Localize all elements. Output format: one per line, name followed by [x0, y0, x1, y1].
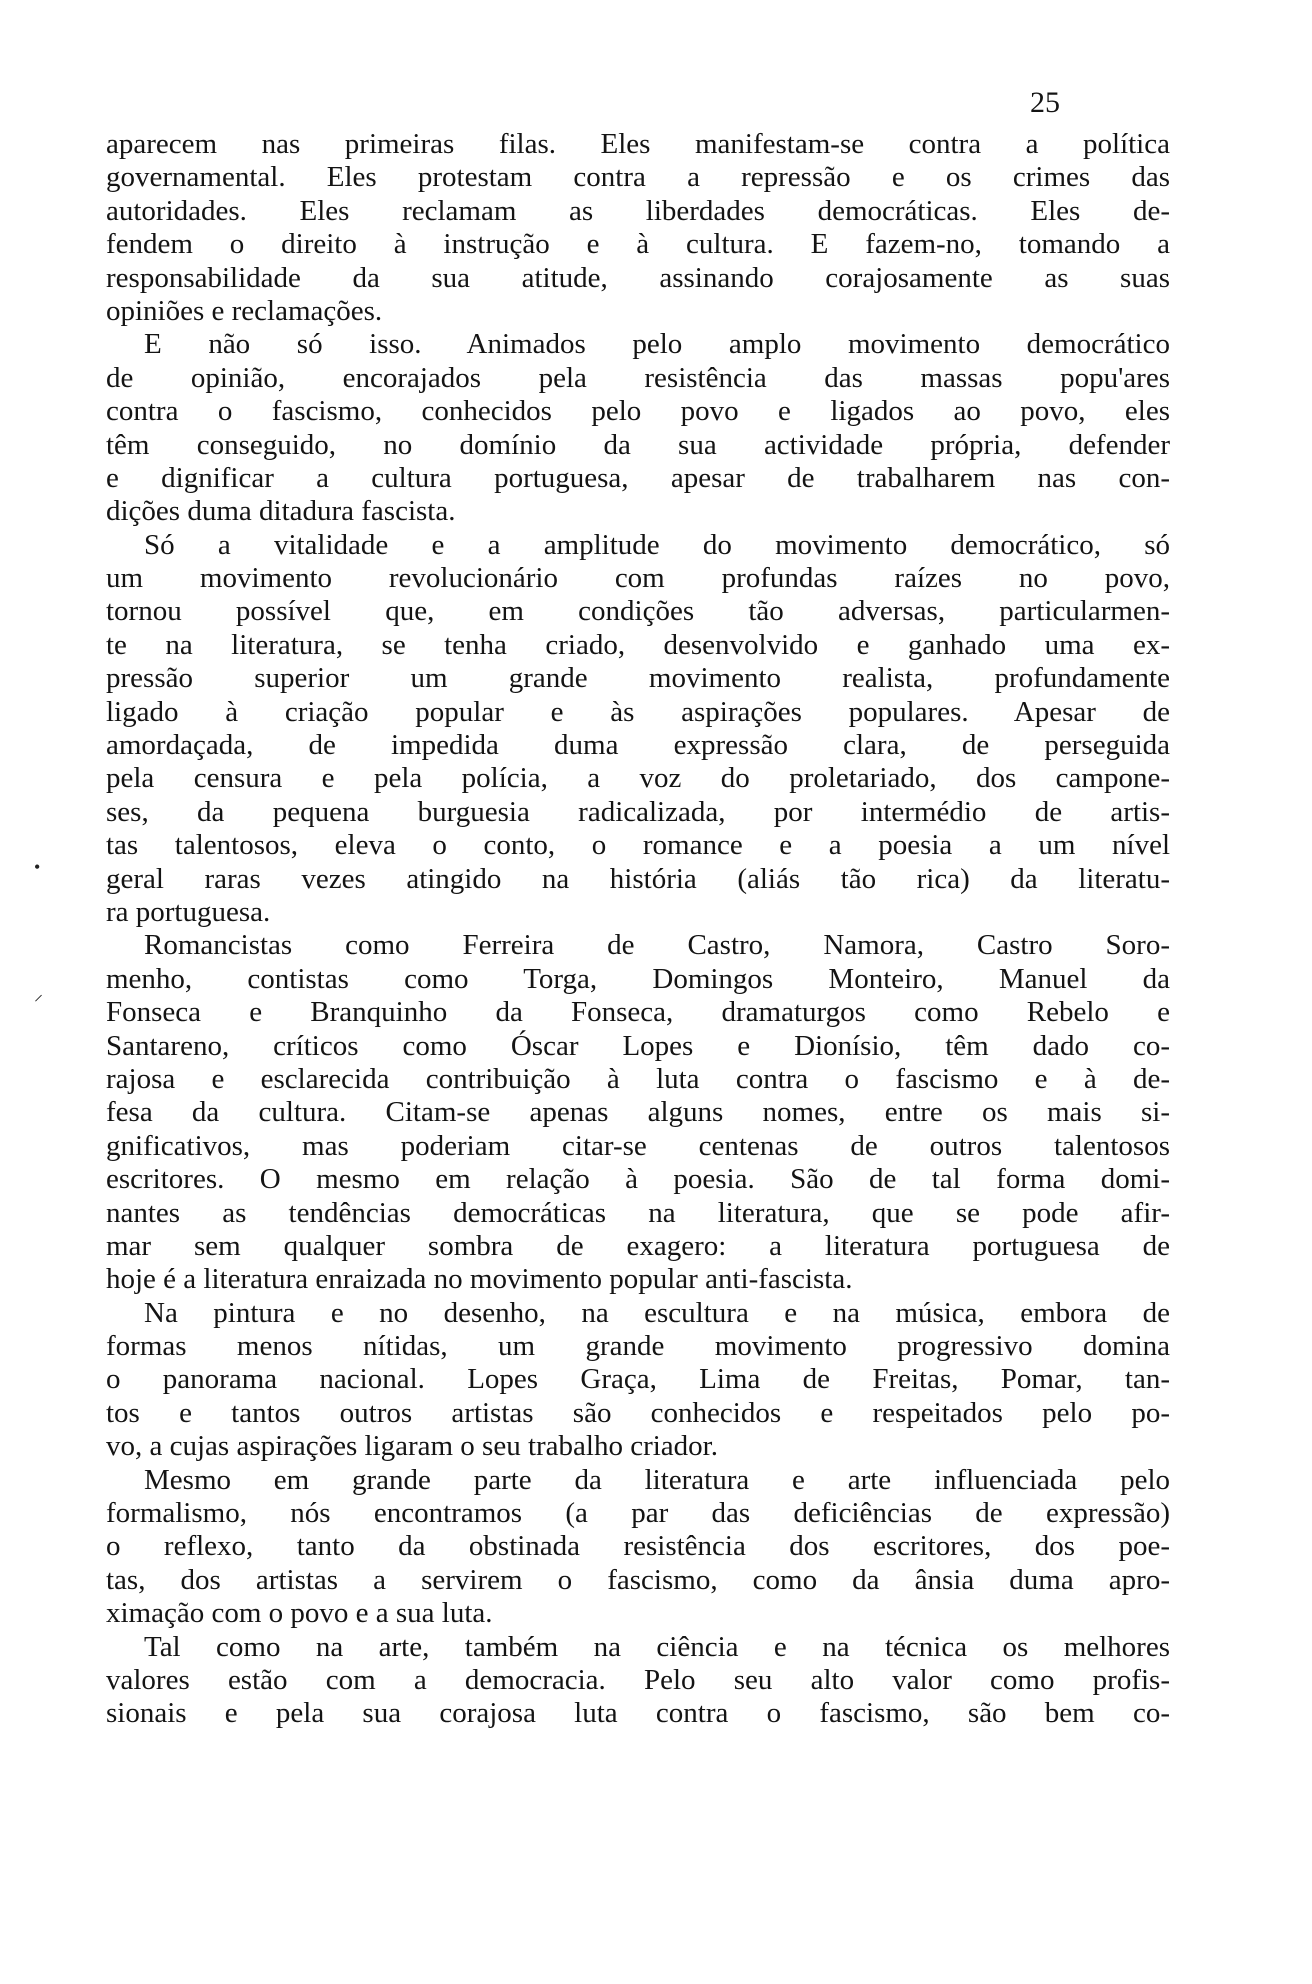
paragraph [106, 1631, 1170, 1731]
text-line: dições duma ditadura fascista. [106, 495, 456, 528]
text-line: geral raras vezes atingido na história (aliás tão rica) da literatu- [106, 862, 1170, 895]
text-line: gnificativos, mas poderiam citar-se centenas de outros talentosos [106, 1129, 1170, 1162]
text-line: fesa da cultura. Citam-se apenas alguns nomes, entre os mais si- [106, 1096, 1170, 1129]
text-line: escritores. O mesmo em relação à poesia. São de tal forma domi- [106, 1163, 1170, 1196]
text-line: tornou possível que, em condições tão adversas, particularmen- [106, 595, 1170, 628]
text-line: Na pintura e no desenho, na escultura e na música, embora de [144, 1296, 1170, 1329]
text-line: formalismo, nós encontramos (a par das deficiências de expressão) [106, 1497, 1170, 1530]
text-line: ximação com o povo e a sua luta. [106, 1597, 493, 1630]
text-line: ligado à criação popular e às aspirações populares. Apesar de [106, 695, 1170, 728]
text-line: nantes as tendências democráticas na literatura, que se pode afir- [106, 1196, 1170, 1229]
text-line: te na literatura, se tenha criado, desenvolvido e ganhado uma ex- [106, 628, 1170, 661]
text-line: Tal como na arte, também na ciência e na técnica os melhores [144, 1630, 1170, 1663]
paragraph [106, 128, 1170, 328]
text-line: tas, dos artistas a servirem o fascismo, como da ânsia duma apro- [106, 1563, 1170, 1596]
text-line: vo, a cujas aspirações ligaram o seu trabalho criador. [106, 1430, 718, 1463]
body-text [106, 128, 1170, 1731]
text-line: e dignificar a cultura portuguesa, apesar de trabalharem nas con- [106, 461, 1170, 494]
text-line: tas talentosos, eleva o conto, o romance e a poesia a um nível [106, 829, 1170, 862]
text-line: valores estão com a democracia. Pelo seu alto valor como profis- [106, 1663, 1170, 1696]
text-line: Mesmo em grande parte da literatura e arte influenciada pelo [144, 1463, 1170, 1496]
text-line: hoje é a literatura enraizada no movimento popular anti-fascista. [106, 1263, 853, 1296]
text-line: mar sem qualquer sombra de exagero: a literatura portuguesa de [106, 1229, 1170, 1262]
paragraph [106, 1297, 1170, 1464]
paragraph [106, 1464, 1170, 1631]
paragraph [106, 529, 1170, 930]
text-line: têm conseguido, no domínio da sua actividade própria, defender [106, 428, 1170, 461]
text-line: aparecem nas primeiras filas. Eles manifestam-se contra a política [106, 128, 1170, 160]
text-line: tos e tantos outros artistas são conhecidos e respeitados pelo po- [106, 1396, 1170, 1429]
text-line: Romancistas como Ferreira de Castro, Namora, Castro Soro- [144, 929, 1170, 962]
text-line: formas menos nítidas, um grande movimento progressivo domina [106, 1330, 1170, 1363]
text-line: sionais e pela sua corajosa luta contra o fascismo, são bem co- [106, 1697, 1170, 1730]
text-line: pressão superior um grande movimento realista, profundamente [106, 662, 1170, 695]
text-line: ra portuguesa. [106, 895, 271, 928]
text-line: governamental. Eles protestam contra a repressão e os crimes das [106, 161, 1170, 194]
text-line: rajosa e esclarecida contribuição à luta contra o fascismo e à de- [106, 1062, 1170, 1095]
text-line: amordaçada, de impedida duma expressão clara, de perseguida [106, 729, 1170, 762]
text-line: autoridades. Eles reclamam as liberdades democráticas. Eles de- [106, 194, 1170, 227]
text-line: fendem o direito à instrução e à cultura. E fazem-no, tomando a [106, 228, 1170, 261]
paragraph [106, 328, 1170, 528]
page-number: 25 [1030, 86, 1060, 119]
margin-mark-tick: ⸝ [34, 984, 43, 1004]
text-line: Só a vitalidade e a amplitude do movimento democrático, só [144, 528, 1170, 561]
text-line: E não só isso. Animados pelo amplo movimento democrático [144, 328, 1170, 361]
text-line: um movimento revolucionário com profundas raízes no povo, [106, 562, 1170, 595]
text-line: opiniões e reclamações. [106, 294, 383, 327]
text-line: contra o fascismo, conhecidos pelo povo e ligados ao povo, eles [106, 395, 1170, 428]
margin-mark-dot: • [34, 857, 41, 877]
text-line: o panorama nacional. Lopes Graça, Lima de Freitas, Pomar, tan- [106, 1363, 1170, 1396]
text-line: Santareno, críticos como Óscar Lopes e Dionísio, têm dado co- [106, 1029, 1170, 1062]
text-line: o reflexo, tanto da obstinada resistência dos escritores, dos poe- [106, 1530, 1170, 1563]
text-line: de opinião, encorajados pela resistência das massas popu'ares [106, 361, 1170, 394]
text-line: Fonseca e Branquinho da Fonseca, dramaturgos como Rebelo e [106, 996, 1170, 1029]
paragraph [106, 929, 1170, 1296]
text-line: ses, da pequena burguesia radicalizada, por intermédio de artis- [106, 795, 1170, 828]
text-line: menho, contistas como Torga, Domingos Monteiro, Manuel da [106, 962, 1170, 995]
text-line: responsabilidade da sua atitude, assinando corajosamente as suas [106, 261, 1170, 294]
text-line: pela censura e pela polícia, a voz do proletariado, dos campone- [106, 762, 1170, 795]
